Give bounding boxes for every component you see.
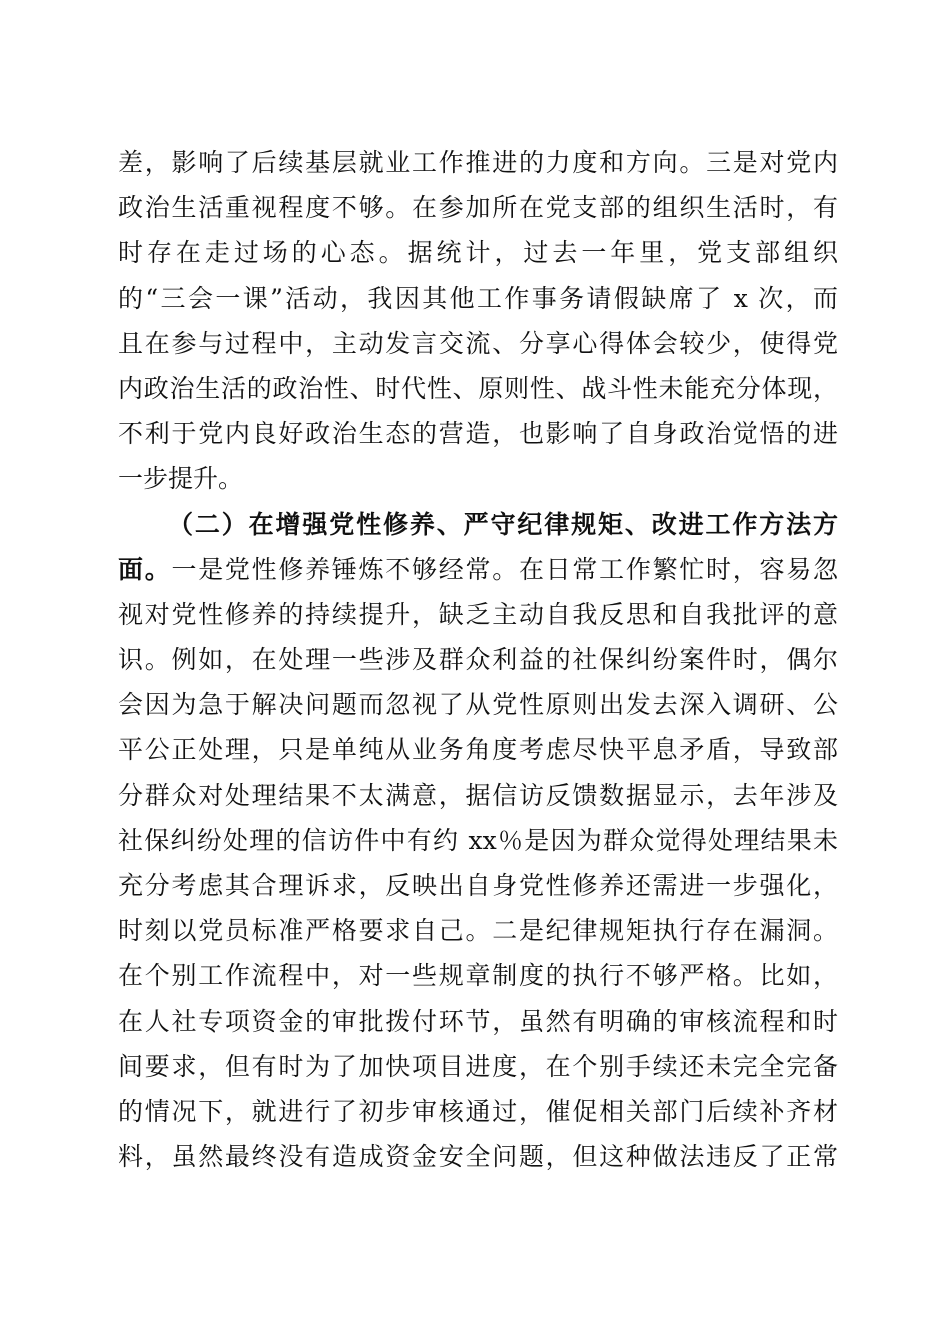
text-line: 时存在走过场的心态。据统计，过去一年里，党支部组织 <box>118 238 838 268</box>
section-heading <box>118 502 838 547</box>
text-line: 平公正处理，只是单纯从业务角度考虑尽快平息矛盾，导致部 <box>118 735 838 765</box>
text-line: 在人社专项资金的审批拨付环节，虽然有明确的审核流程和时 <box>118 1006 838 1036</box>
text-line: 一步提升。 <box>118 464 244 494</box>
text-line: 视对党性修养的持续提升，缺乏主动自我反思和自我批评的意 <box>118 599 838 629</box>
text-line: 充分考虑其合理诉求，反映出自身党性修养还需进一步强化， <box>118 871 838 900</box>
document-body <box>118 140 838 1179</box>
text-line: 的“三会一课”活动，我因其他工作事务请假缺席了 x 次，而 <box>118 283 838 313</box>
text-line: 且在参与过程中，主动发言交流、分享心得体会较少，使得党 <box>118 328 838 358</box>
text-line: 分群众对处理结果不太满意，据信访反馈数据显示，去年涉及 <box>118 780 838 810</box>
text-line: 内政治生活的政治性、时代性、原则性、战斗性未能充分体现， <box>118 373 838 403</box>
text-line-rest: 一是党性修养锤炼不够经常。在日常工作繁忙时，容易忽 <box>171 554 838 584</box>
paragraph-1 <box>118 140 838 502</box>
text-line: 间要求，但有时为了加快项目进度，在个别手续还未完全完备 <box>118 1051 838 1081</box>
text-line: 识。例如，在处理一些涉及群众利益的社保纠纷案件时，偶尔 <box>118 645 838 675</box>
section-heading-text: （二）在增强党性修养、严守纪律规矩、改进工作方法方 <box>168 509 838 539</box>
text-line <box>118 547 838 592</box>
text-line: 不利于党内良好政治生态的营造，也影响了自身政治觉悟的进 <box>118 419 838 449</box>
text-line: 政治生活重视程度不够。在参加所在党支部的组织生活时，有 <box>118 193 838 223</box>
paragraph-2 <box>118 502 838 1180</box>
section-heading-cont: 面。 <box>118 554 172 584</box>
text-line: 社保纠纷处理的信访件中有约 xx％是因为群众觉得处理结果未 <box>118 825 838 855</box>
text-line: 差，影响了后续基层就业工作推进的力度和方向。三是对党内 <box>118 148 838 177</box>
text-line: 会因为急于解决问题而忽视了从党性原则出发去深入调研、公 <box>118 690 838 720</box>
text-line: 的情况下，就进行了初步审核通过，催促相关部门后续补齐材 <box>118 1096 838 1126</box>
text-line: 料，虽然最终没有造成资金安全问题，但这种做法违反了正常 <box>118 1142 838 1172</box>
text-line: 时刻以党员标准严格要求自己。二是纪律规矩执行存在漏洞。 <box>118 916 838 946</box>
text-line: 在个别工作流程中，对一些规章制度的执行不够严格。比如， <box>118 961 838 991</box>
